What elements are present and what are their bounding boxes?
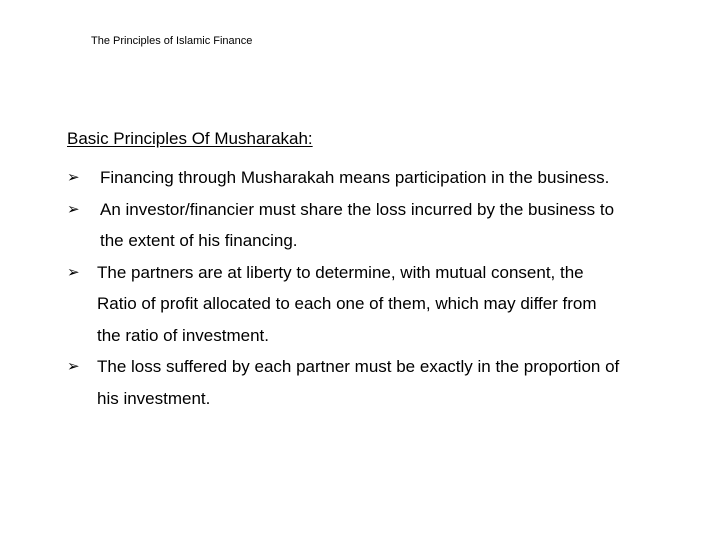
- bullet-item-1: [67, 162, 687, 194]
- principles-bullet-list: [67, 162, 687, 414]
- bullet-item-3-line-1: The partners are at liberty to determine, with mutual consent, the: [97, 262, 584, 282]
- arrow-bullet-icon: ➢: [67, 168, 80, 186]
- bullet-item-3-line-3: the ratio of investment.: [97, 325, 269, 345]
- bullet-item-4-line-2: his investment.: [97, 388, 211, 408]
- bullet-item-2: [67, 194, 687, 257]
- bullet-item-2-line-1: An investor/financier must share the loss incurred by the business to: [100, 199, 615, 219]
- bullet-item-3-line-2: Ratio of profit allocated to each one of them, which may differ from: [97, 294, 597, 313]
- arrow-bullet-icon: ➢: [67, 357, 80, 375]
- bullet-item-2-line-2: the extent of his financing.: [100, 231, 298, 250]
- arrow-bullet-icon: ➢: [67, 262, 80, 281]
- bullet-item-1-line-1: Financing through Musharakah means participation in the business.: [100, 168, 610, 187]
- bullet-item-4: [67, 351, 687, 414]
- document-header-title: The Principles of Islamic Finance: [91, 35, 253, 47]
- bullet-item-4-line-1: The loss suffered by each partner must be exactly in the proportion of: [97, 357, 620, 376]
- bullet-item-3: [67, 257, 687, 352]
- section-heading: Basic Principles Of Musharakah:: [67, 129, 313, 148]
- arrow-bullet-icon: ➢: [67, 199, 80, 218]
